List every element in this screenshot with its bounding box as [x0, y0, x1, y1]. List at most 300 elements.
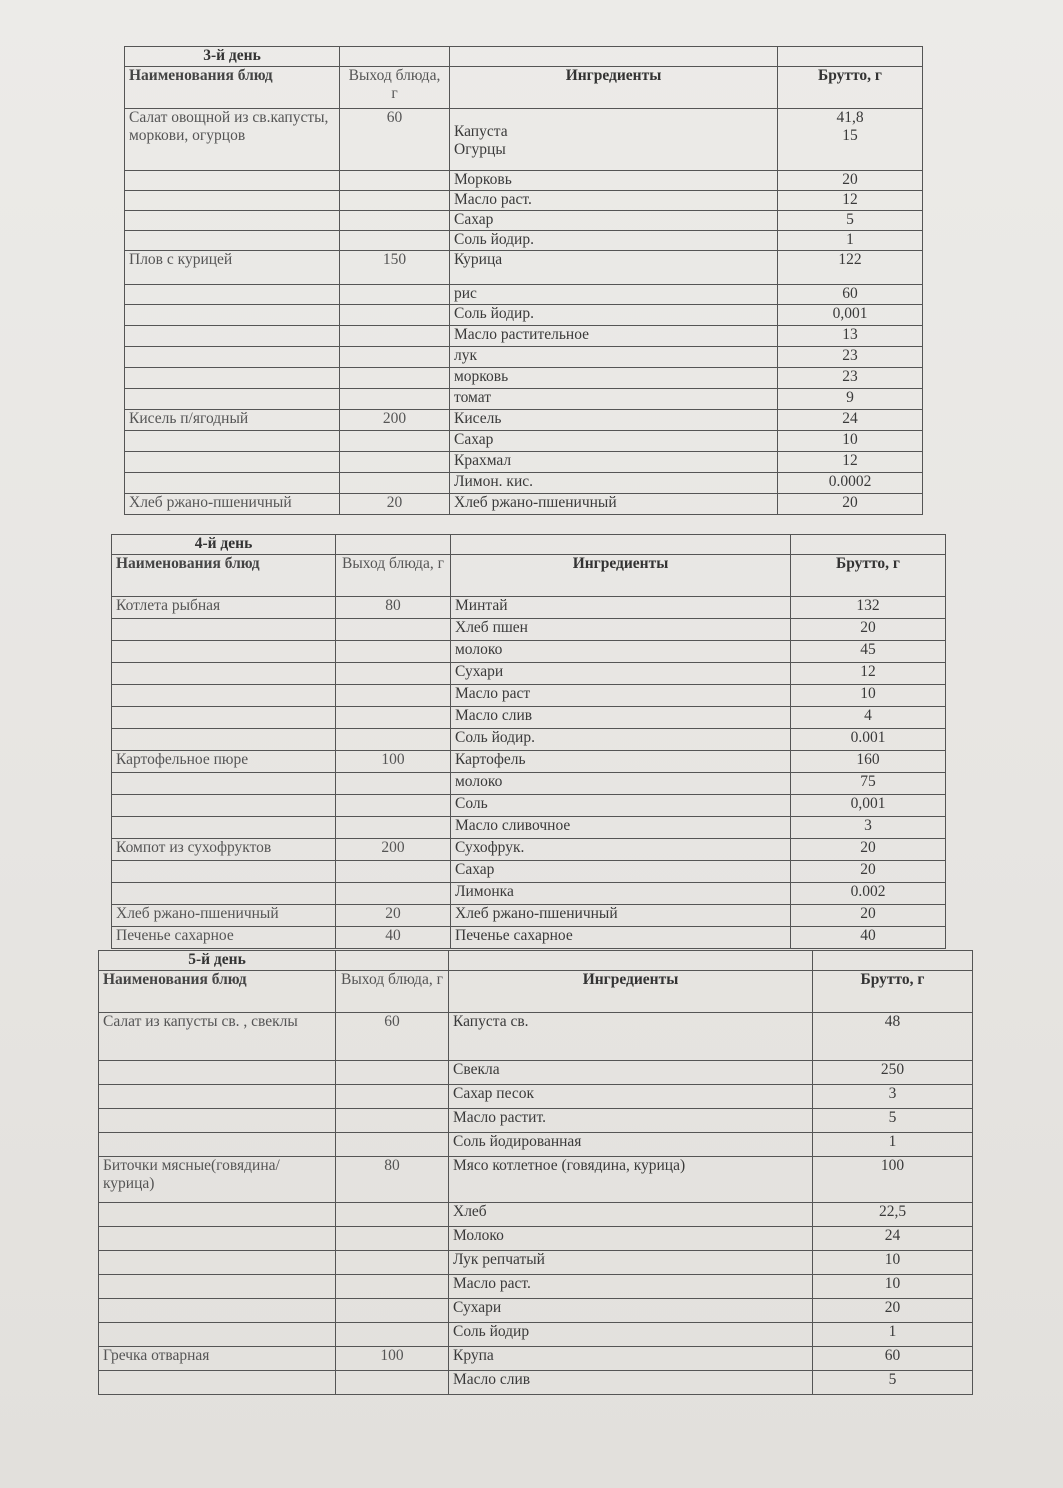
dish-yield: [336, 1133, 449, 1157]
ingredient-name: Минтай: [455, 597, 508, 614]
table-row: [125, 211, 923, 231]
gross-cell: [813, 1085, 973, 1109]
ingredient-name: Капуста: [454, 123, 508, 140]
gross-cell: [791, 707, 946, 729]
gross-value: 10: [842, 431, 858, 448]
dish-name: [99, 1061, 336, 1085]
dish-name: Хлеб ржано-пшеничный: [112, 905, 336, 927]
ingredient-name: Соль йодир: [453, 1323, 530, 1340]
header-yield: Выход блюда, г: [336, 555, 451, 597]
gross-cell: [791, 597, 946, 619]
ingredient-name: Мясо котлетное (говядина, курица): [453, 1157, 686, 1174]
ingredient-cell: [450, 251, 778, 285]
gross-value: 20: [860, 839, 876, 856]
ingredient-name: Хлеб ржано-пшеничный: [455, 905, 618, 922]
dish-yield: [336, 1251, 449, 1275]
gross-cell: [791, 927, 946, 949]
dish-yield: [340, 171, 450, 191]
ingredient-cell: [449, 1013, 813, 1061]
ingredient-cell: [449, 1299, 813, 1323]
dish-yield: [340, 347, 450, 368]
ingredient-cell: [450, 473, 778, 494]
ingredient-name: молоко: [455, 641, 503, 658]
dish-name: [99, 1109, 336, 1133]
menu-table-day-3: [124, 46, 923, 515]
empty-cell: [451, 535, 791, 555]
ingredient-cell: [451, 927, 791, 949]
gross-cell: [791, 729, 946, 751]
table-row: [99, 1085, 973, 1109]
gross-cell: [778, 389, 923, 410]
gross-cell: [813, 1299, 973, 1323]
gross-value: 1: [846, 231, 854, 248]
table-row: [99, 1275, 973, 1299]
gross-cell: [778, 494, 923, 515]
gross-cell: [791, 817, 946, 839]
ingredient-cell: [451, 619, 791, 641]
gross-cell: [791, 883, 946, 905]
dish-yield: 100: [336, 1347, 449, 1371]
dish-yield: 80: [336, 597, 451, 619]
dish-yield: [336, 707, 451, 729]
ingredient-name: Сахар: [454, 211, 494, 228]
ingredient-name: Соль йодир.: [455, 729, 535, 746]
dish-yield: 200: [336, 839, 451, 861]
ingredient-cell: [450, 389, 778, 410]
dish-name: [125, 191, 340, 211]
ingredient-name: морковь: [454, 368, 509, 385]
ingredient-name: Соль: [455, 795, 488, 812]
dish-yield: [336, 1203, 449, 1227]
dish-name: [112, 817, 336, 839]
dish-name: [125, 347, 340, 368]
ingredient-name: Хлеб пшен: [455, 619, 528, 636]
empty-cell: [450, 47, 778, 67]
header-dish: Наименования блюд: [125, 67, 340, 109]
ingredient-name: Масло слив: [453, 1371, 531, 1388]
day-title-row: [125, 47, 923, 67]
ingredient-cell: [450, 326, 778, 347]
dish-name: Салат овощной из св.капусты, моркови, огурцов: [125, 109, 340, 171]
ingredient-cell: [451, 597, 791, 619]
day-title-row: [99, 951, 973, 971]
gross-value: 1: [888, 1133, 897, 1150]
gross-cell: [791, 773, 946, 795]
dish-name: [125, 211, 340, 231]
ingredient-name: Сахар: [454, 431, 494, 448]
ingredient-cell: [450, 109, 778, 171]
ingredient-cell: [449, 1109, 813, 1133]
ingredient-cell: [450, 410, 778, 431]
table-row: [112, 619, 946, 641]
gross-value: 122: [838, 251, 862, 268]
dish-yield: [336, 1109, 449, 1133]
header-row: [99, 971, 973, 1013]
ingredient-name: Лук репчатый: [453, 1251, 545, 1268]
dish-name: Салат из капусты св. , свеклы: [99, 1013, 336, 1061]
empty-cell: [813, 951, 973, 971]
ingredient-name: Кисель: [454, 410, 502, 427]
table-row: [112, 773, 946, 795]
table-row: [125, 285, 923, 305]
gross-value: 3: [888, 1085, 897, 1102]
table-row: [112, 685, 946, 707]
header-dish: Наименования блюд: [112, 555, 336, 597]
dish-yield: [336, 861, 451, 883]
ingredient-name: рис: [454, 285, 477, 302]
gross-value: 132: [856, 597, 880, 614]
gross-cell: [778, 285, 923, 305]
gross-value: 40: [860, 927, 876, 944]
table-row: [99, 1323, 973, 1347]
ingredient-cell: [449, 1251, 813, 1275]
dish-name: [99, 1299, 336, 1323]
empty-cell: [449, 951, 813, 971]
table-row: [112, 597, 946, 619]
ingredient-name: Масло растительное: [454, 326, 590, 343]
header-dish: Наименования блюд: [99, 971, 336, 1013]
gross-value: 24: [842, 410, 858, 427]
empty-cell: [340, 47, 450, 67]
table-row: [99, 1347, 973, 1371]
gross-value: 5: [888, 1371, 897, 1388]
gross-cell: [778, 410, 923, 431]
gross-cell: [791, 619, 946, 641]
gross-cell: [813, 1323, 973, 1347]
dish-yield: [336, 685, 451, 707]
dish-yield: [336, 773, 451, 795]
ingredient-name: Сухофрук.: [455, 839, 525, 856]
table-row: [112, 883, 946, 905]
ingredient-name: Молоко: [453, 1227, 504, 1244]
gross-cell: [778, 171, 923, 191]
gross-cell: [813, 1109, 973, 1133]
gross-value: 20: [884, 1299, 901, 1316]
gross-cell: [791, 663, 946, 685]
ingredient-name: Сахар: [455, 861, 495, 878]
ingredient-name: Курица: [454, 251, 503, 268]
header-yield: Выход блюда, г: [340, 67, 450, 109]
ingredient-name: Морковь: [454, 171, 512, 188]
table-row: [125, 473, 923, 494]
ingredient-cell: [450, 494, 778, 515]
ingredient-cell: [450, 452, 778, 473]
table-row: [112, 839, 946, 861]
gross-value: 41,8: [836, 109, 864, 126]
dish-name: Гречка отварная: [99, 1347, 336, 1371]
ingredient-cell: [451, 663, 791, 685]
gross-cell: [778, 473, 923, 494]
gross-value: 20: [842, 171, 858, 188]
dish-name: [112, 663, 336, 685]
gross-value: 12: [842, 191, 858, 208]
dish-name: [112, 729, 336, 751]
dish-name: Биточки мясные(говядина/курица): [99, 1157, 336, 1203]
ingredient-name: Соль йодир.: [454, 305, 534, 322]
ingredient-name: Крахмал: [454, 452, 512, 469]
dish-name: [125, 431, 340, 452]
gross-value: 13: [842, 326, 858, 343]
table-row: [99, 1251, 973, 1275]
ingredient-cell: [450, 431, 778, 452]
ingredient-cell: [451, 817, 791, 839]
dish-name: [99, 1085, 336, 1109]
ingredient-cell: [450, 211, 778, 231]
table-row: [99, 1109, 973, 1133]
gross-value: 0,001: [850, 795, 886, 812]
menu-table-day-5: [98, 950, 973, 1395]
table-row: [125, 431, 923, 452]
gross-cell: [778, 326, 923, 347]
header-row: [125, 67, 923, 109]
dish-name: [99, 1133, 336, 1157]
table-row: [125, 368, 923, 389]
table-row: [112, 861, 946, 883]
table-row: [99, 1061, 973, 1085]
dish-yield: [336, 663, 451, 685]
gross-cell: [778, 251, 923, 285]
gross-value: 20: [860, 619, 876, 636]
gross-cell: [778, 368, 923, 389]
ingredient-name: Масло слив: [455, 707, 533, 724]
gross-value: 0.001: [850, 729, 886, 746]
day-title-row: [112, 535, 946, 555]
empty-cell: [336, 951, 449, 971]
table-row: [112, 707, 946, 729]
gross-cell: [778, 211, 923, 231]
gross-value: 10: [860, 685, 876, 702]
ingredient-name: Сахар песок: [453, 1085, 534, 1102]
gross-value: 22,5: [878, 1203, 907, 1220]
table-row: [125, 231, 923, 251]
dish-name: [112, 619, 336, 641]
gross-value: 0,001: [832, 305, 868, 322]
ingredient-name: Масло раст: [455, 685, 531, 702]
dish-yield: [336, 1227, 449, 1251]
dish-yield: [340, 473, 450, 494]
ingredient-name: Крупа: [453, 1347, 494, 1364]
header-gross: Брутто, г: [778, 67, 923, 109]
ingredient-cell: [451, 839, 791, 861]
table-row: [112, 751, 946, 773]
ingredient-name: Сухари: [453, 1299, 502, 1316]
ingredient-cell: [450, 231, 778, 251]
gross-cell: [778, 347, 923, 368]
header-ingredients: Ингредиенты: [449, 971, 813, 1013]
gross-value: 3: [864, 817, 872, 834]
ingredient-name: Хлеб ржано-пшеничный: [454, 494, 617, 511]
gross-cell: [778, 431, 923, 452]
table-row: [99, 1203, 973, 1227]
dish-name: [112, 707, 336, 729]
empty-cell: [778, 47, 923, 67]
ingredient-name: молоко: [455, 773, 503, 790]
ingredient-cell: [451, 883, 791, 905]
gross-cell: [791, 685, 946, 707]
dish-yield: [336, 641, 451, 663]
gross-cell: [778, 191, 923, 211]
table-row: [112, 905, 946, 927]
table-row: [99, 1133, 973, 1157]
dish-yield: 100: [336, 751, 451, 773]
header-yield: Выход блюда, г: [336, 971, 449, 1013]
dish-yield: [340, 431, 450, 452]
ingredient-name: Хлеб: [453, 1203, 487, 1220]
dish-yield: 200: [340, 410, 450, 431]
header-ingredients: Ингредиенты: [450, 67, 778, 109]
ingredient-name: Соль йодированная: [453, 1133, 582, 1150]
dish-name: Плов с курицей: [125, 251, 340, 285]
ingredient-cell: [449, 1203, 813, 1227]
gross-value: 5: [888, 1109, 897, 1126]
ingredient-cell: [449, 1371, 813, 1395]
ingredient-name: лук: [454, 347, 478, 364]
dish-name: [125, 231, 340, 251]
gross-cell: [813, 1013, 973, 1061]
gross-value: 1: [888, 1323, 897, 1340]
gross-value: 10: [884, 1251, 901, 1268]
dish-name: [99, 1323, 336, 1347]
gross-cell: [791, 839, 946, 861]
dish-yield: [336, 1275, 449, 1299]
table-row: [125, 347, 923, 368]
header-gross: Брутто, г: [813, 971, 973, 1013]
gross-cell: [813, 1227, 973, 1251]
table-row: [99, 1227, 973, 1251]
header-ingredients: Ингредиенты: [451, 555, 791, 597]
gross-cell: [791, 795, 946, 817]
dish-yield: [336, 619, 451, 641]
gross-cell: [813, 1251, 973, 1275]
ingredient-name: Лимон. кис.: [454, 473, 533, 490]
dish-name: [99, 1371, 336, 1395]
gross-value: 12: [860, 663, 876, 680]
gross-cell: [791, 751, 946, 773]
table-row: [112, 641, 946, 663]
dish-name: Компот из сухофруктов: [112, 839, 336, 861]
header-gross: Брутто, г: [791, 555, 946, 597]
table-row: [99, 1157, 973, 1203]
dish-yield: 60: [336, 1013, 449, 1061]
ingredient-cell: [449, 1347, 813, 1371]
ingredient-cell: [451, 729, 791, 751]
dish-yield: [336, 883, 451, 905]
dish-yield: [340, 389, 450, 410]
gross-cell: [813, 1275, 973, 1299]
table-row: [125, 251, 923, 285]
ingredient-name: Масло раст.: [453, 1275, 531, 1292]
table-row: [112, 817, 946, 839]
gross-value: 75: [860, 773, 876, 790]
gross-value: 23: [842, 368, 858, 385]
ingredient-cell: [451, 751, 791, 773]
ingredient-cell: [450, 285, 778, 305]
gross-cell: [778, 452, 923, 473]
table-row: [125, 326, 923, 347]
empty-cell: [791, 535, 946, 555]
table-row: [125, 389, 923, 410]
table-row: [125, 305, 923, 326]
dish-yield: 20: [340, 494, 450, 515]
dish-name: Печенье сахарное: [112, 927, 336, 949]
gross-cell: [813, 1371, 973, 1395]
dish-yield: [336, 1371, 449, 1395]
dish-yield: [336, 729, 451, 751]
dish-yield: 40: [336, 927, 451, 949]
dish-name: [125, 326, 340, 347]
dish-name: [125, 368, 340, 389]
table-row: [99, 1013, 973, 1061]
dish-name: [112, 641, 336, 663]
ingredient-name: Соль йодир.: [454, 231, 534, 248]
table-row: [125, 452, 923, 473]
gross-cell: [813, 1157, 973, 1203]
ingredient-cell: [450, 305, 778, 326]
dish-name: [125, 389, 340, 410]
gross-value: 5: [846, 211, 854, 228]
dish-name: Котлета рыбная: [112, 597, 336, 619]
dish-yield: [336, 817, 451, 839]
dish-name: [112, 685, 336, 707]
dish-yield: 80: [336, 1157, 449, 1203]
gross-value: 24: [884, 1227, 901, 1244]
dish-name: Картофельное пюре: [112, 751, 336, 773]
ingredient-cell: [451, 905, 791, 927]
dish-yield: [336, 1323, 449, 1347]
ingredient-name: Капуста св.: [453, 1013, 529, 1030]
ingredient-cell: [451, 641, 791, 663]
dish-name: [112, 883, 336, 905]
dish-yield: [336, 795, 451, 817]
dish-yield: [336, 1085, 449, 1109]
gross-value: 250: [880, 1061, 905, 1078]
table-row: [125, 494, 923, 515]
gross-cell: [778, 231, 923, 251]
gross-value: 0.0002: [828, 473, 872, 490]
dish-yield: 20: [336, 905, 451, 927]
ingredient-name: Печенье сахарное: [455, 927, 573, 944]
gross-cell: [813, 1347, 973, 1371]
table-row: [112, 663, 946, 685]
ingredient-cell: [450, 368, 778, 389]
day-title: 5-й день: [99, 951, 336, 971]
gross-cell: [791, 905, 946, 927]
dish-name: [125, 171, 340, 191]
gross-value: 12: [842, 452, 858, 469]
gross-value: 23: [842, 347, 858, 364]
dish-name: Кисель п/ягодный: [125, 410, 340, 431]
ingredient-name: Сухари: [455, 663, 504, 680]
ingredient-name: Масло растит.: [453, 1109, 546, 1126]
table-row: [99, 1299, 973, 1323]
ingredient-name: Свекла: [453, 1061, 500, 1078]
ingredient-cell: [449, 1061, 813, 1085]
ingredient-name: Огурцы: [454, 141, 506, 158]
ingredient-cell: [450, 347, 778, 368]
ingredient-cell: [451, 707, 791, 729]
dish-name: [112, 795, 336, 817]
dish-yield: [340, 231, 450, 251]
table-row: [112, 927, 946, 949]
empty-cell: [336, 535, 451, 555]
gross-value: 48: [884, 1013, 901, 1030]
ingredient-cell: [449, 1133, 813, 1157]
ingredient-name: Масло сливочное: [455, 817, 571, 834]
gross-value: 20: [842, 494, 858, 511]
day-title: 3-й день: [125, 47, 340, 67]
ingredient-cell: [450, 191, 778, 211]
gross-value: 60: [842, 285, 858, 302]
